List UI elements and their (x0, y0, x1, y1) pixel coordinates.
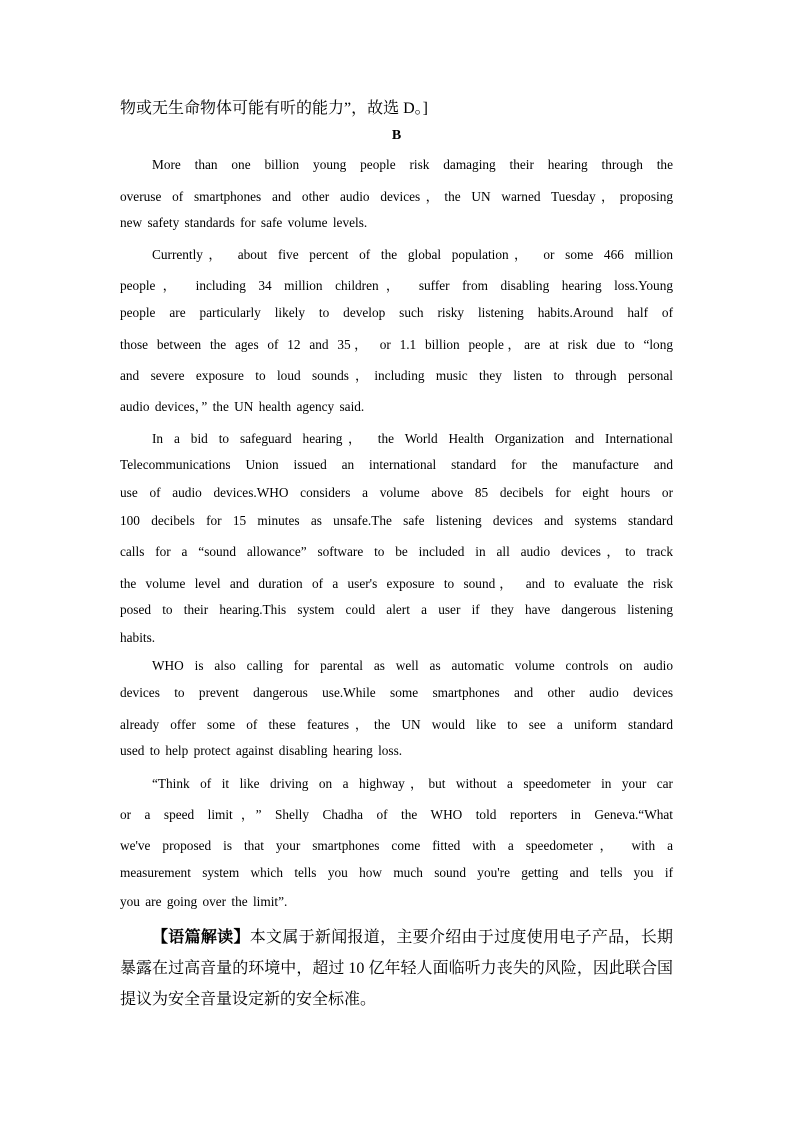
passage-line: In a bid to safeguard hearing， the World Health Organization and International (152, 431, 673, 446)
passage-line: WHO is also calling for parental as well as automatic volume controls on audio (152, 658, 673, 673)
analysis-line-1 (152, 924, 673, 947)
passage-line: habits. (120, 630, 156, 645)
passage-line: measurement system which tells you how much sound you're getting and tells you if (120, 865, 673, 880)
passage-line: or a speed limit，” Shelly Chadha of the WHO told reporters in Geneva.“What (120, 807, 673, 822)
passage-line: people are particularly likely to develop such risky listening habits.Around half of (120, 305, 673, 320)
passage-line: audio devices，” the UN health agency said. (120, 399, 365, 414)
analysis-line-3: 提议为安全音量设定新的安全标准。 (120, 991, 377, 1008)
passage-line: Currently， about five percent of the global population， or some 466 million (152, 247, 673, 262)
passage-line: use of audio devices.WHO considers a volume above 85 decibels for eight hours or (120, 485, 673, 500)
passage-line: the volume level and duration of a user's exposure to sound， and to evaluate the risk (120, 576, 673, 591)
passage-line: new safety standards for safe volume levels. (120, 215, 368, 230)
passage-line: you are going over the limit”. (120, 894, 288, 909)
passage-line: and severe exposure to loud sounds，including music they listen to through personal (120, 368, 673, 383)
previous-answer-line: 物或无生命物体可能有听的能力”，故选 D。] (120, 100, 428, 117)
passage-line: we've proposed is that your smartphones come fitted with a speedometer， with a (120, 838, 673, 853)
section-heading: B (391, 128, 402, 143)
passage-line: people， including 34 million children， suffer from disabling hearing loss.Young (120, 278, 673, 293)
passage-line: overuse of smartphones and other audio devices，the UN warned Tuesday，proposing (120, 189, 673, 204)
analysis-text: 本文属于新闻报道，主要介绍由于过度使用电子产品，长期 (249, 929, 673, 946)
passage-line: 100 decibels for 15 minutes as unsafe.The safe listening devices and systems standard (120, 513, 673, 528)
passage-line: those between the ages of 12 and 35， or 1.1 billion people，are at risk due to “long (120, 337, 673, 352)
passage-line: Telecommunications Union issued an international standard for the manufacture and (120, 457, 673, 472)
passage-line: More than one billion young people risk damaging their hearing through the (152, 157, 673, 172)
passage-line: used to help protect against disabling hearing loss. (120, 743, 403, 758)
passage-line: calls for a “sound allowance” software to be included in all audio devices，to track (120, 544, 673, 559)
passage-line: already offer some of these features，the UN would like to see a uniform standard (120, 717, 673, 732)
analysis-label: 【语篇解读】 (152, 929, 250, 946)
passage-line: posed to their hearing.This system could alert a user if they have dangerous listening (120, 602, 673, 617)
passage-line: “Think of it like driving on a highway，but without a speedometer in your car (152, 776, 673, 791)
analysis-line-2: 暴露在过高音量的环境中，超过 10 亿年轻人面临听力丧失的风险，因此联合国 (120, 960, 673, 977)
passage-line: devices to prevent dangerous use.While some smartphones and other audio devices (120, 685, 673, 700)
